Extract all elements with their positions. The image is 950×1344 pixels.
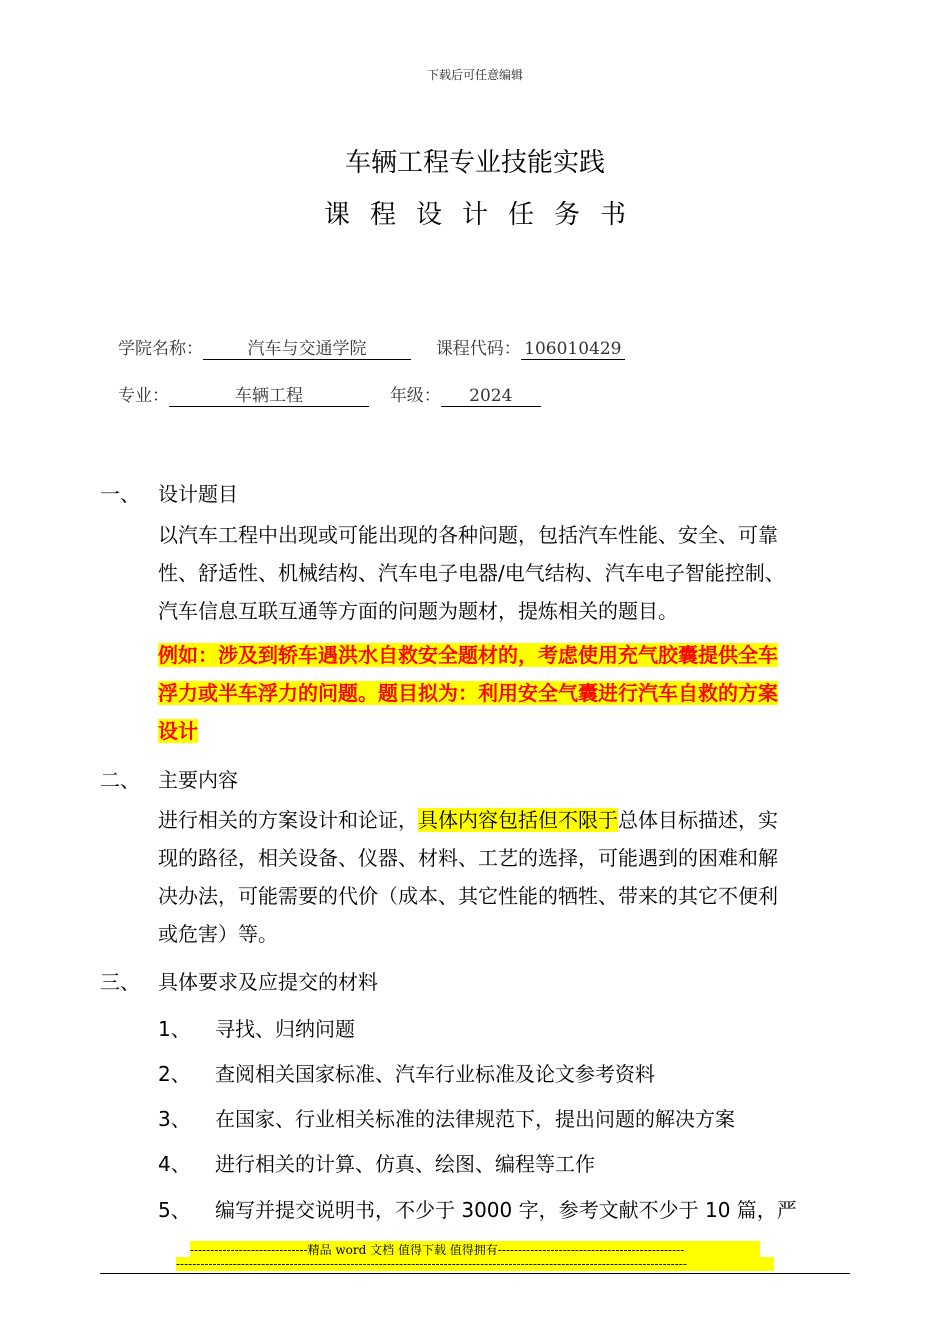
section-2-heading: 主要内容 (158, 768, 238, 792)
list-item-number: 5、 (158, 1198, 191, 1222)
header-note: 下载后可任意编辑 (426, 68, 523, 82)
college-value: 汽车与交通学院 (203, 339, 411, 360)
section-1-line: 性、舒适性、机械结构、汽车电子电器/电气结构、汽车电子智能控制、 (158, 561, 785, 585)
info-row-college (118, 334, 625, 360)
section-2-line: 现的路径，相关设备、仪器、材料、工艺的选择，可能遇到的困难和解 (158, 846, 778, 870)
section-1-line: 汽车信息互联互通等方面的问题为题材，提炼相关的题目。 (158, 599, 678, 623)
course-code-value: 106010429 (521, 339, 625, 360)
section-1-line: 以汽车工程中出现或可能出现的各种问题，包括汽车性能、安全、可靠 (158, 523, 778, 547)
list-item-number: 1、 (158, 1017, 191, 1041)
section-2-line (158, 801, 878, 839)
list-item-text: 进行相关的计算、仿真、绘图、编程等工作 (215, 1152, 595, 1176)
college-label: 学院名称： (118, 339, 203, 359)
section-3-heading: 具体要求及应提交的材料 (158, 970, 378, 994)
section-2-body (158, 801, 878, 953)
major-label: 专业： (118, 386, 169, 406)
example-line: 例如：涉及到轿车遇洪水自救安全题材的，考虑使用充气胶囊提供全车 (158, 643, 778, 667)
list-item-text: 在国家、行业相关标准的法律规范下，提出问题的解决方案 (215, 1107, 735, 1131)
document-subtitle: 课程设计任务书 (323, 200, 646, 230)
example-line: 设计 (158, 719, 198, 743)
info-row-major (118, 381, 541, 407)
list-item-number: 3、 (158, 1107, 191, 1131)
section-2-text: 总体目标描述，实 (618, 808, 778, 832)
section-1-example (158, 636, 878, 750)
list-item-text: 编写并提交说明书，不少于 3000 字，参考文献不少于 10 篇，严 (215, 1198, 797, 1222)
list-item-number: 4、 (158, 1152, 191, 1176)
footer-divider (100, 1273, 850, 1274)
section-3-number: 三、 (100, 970, 140, 994)
list-item-text: 查阅相关国家标准、汽车行业标准及论文参考资料 (215, 1062, 655, 1086)
document-title: 车辆工程专业技能实践 (344, 148, 605, 178)
section-1-heading: 设计题目 (158, 482, 238, 506)
section-2-highlight: 具体内容包括但不限于 (418, 808, 618, 832)
section-1-body (158, 516, 878, 630)
footer-banner: -----------------------------精品 word 文档 值得下载 值得拥有---------------------------------------------- (190, 1241, 760, 1258)
section-1-number: 一、 (100, 482, 140, 506)
list-item-text: 寻找、归纳问题 (215, 1017, 355, 1041)
section-2-line: 或危害）等。 (158, 922, 278, 946)
course-code-label: 课程代码： (435, 339, 521, 359)
grade-value: 2024 (441, 386, 541, 407)
section-2-text: 进行相关的方案设计和论证， (158, 808, 418, 832)
example-line: 浮力或半车浮力的问题。题目拟为：利用安全气囊进行汽车自救的方案 (158, 681, 778, 705)
list-item-number: 2、 (158, 1062, 191, 1086)
section-2-line: 决办法，可能需要的代价（成本、其它性能的牺牲、带来的其它不便利 (158, 884, 778, 908)
grade-label: 年级： (389, 386, 441, 406)
footer-dashes: ------------------------------------------------------------------------------------------------------------------------------ (176, 1257, 774, 1271)
section-2-number: 二、 (100, 768, 140, 792)
major-value: 车辆工程 (169, 386, 369, 407)
